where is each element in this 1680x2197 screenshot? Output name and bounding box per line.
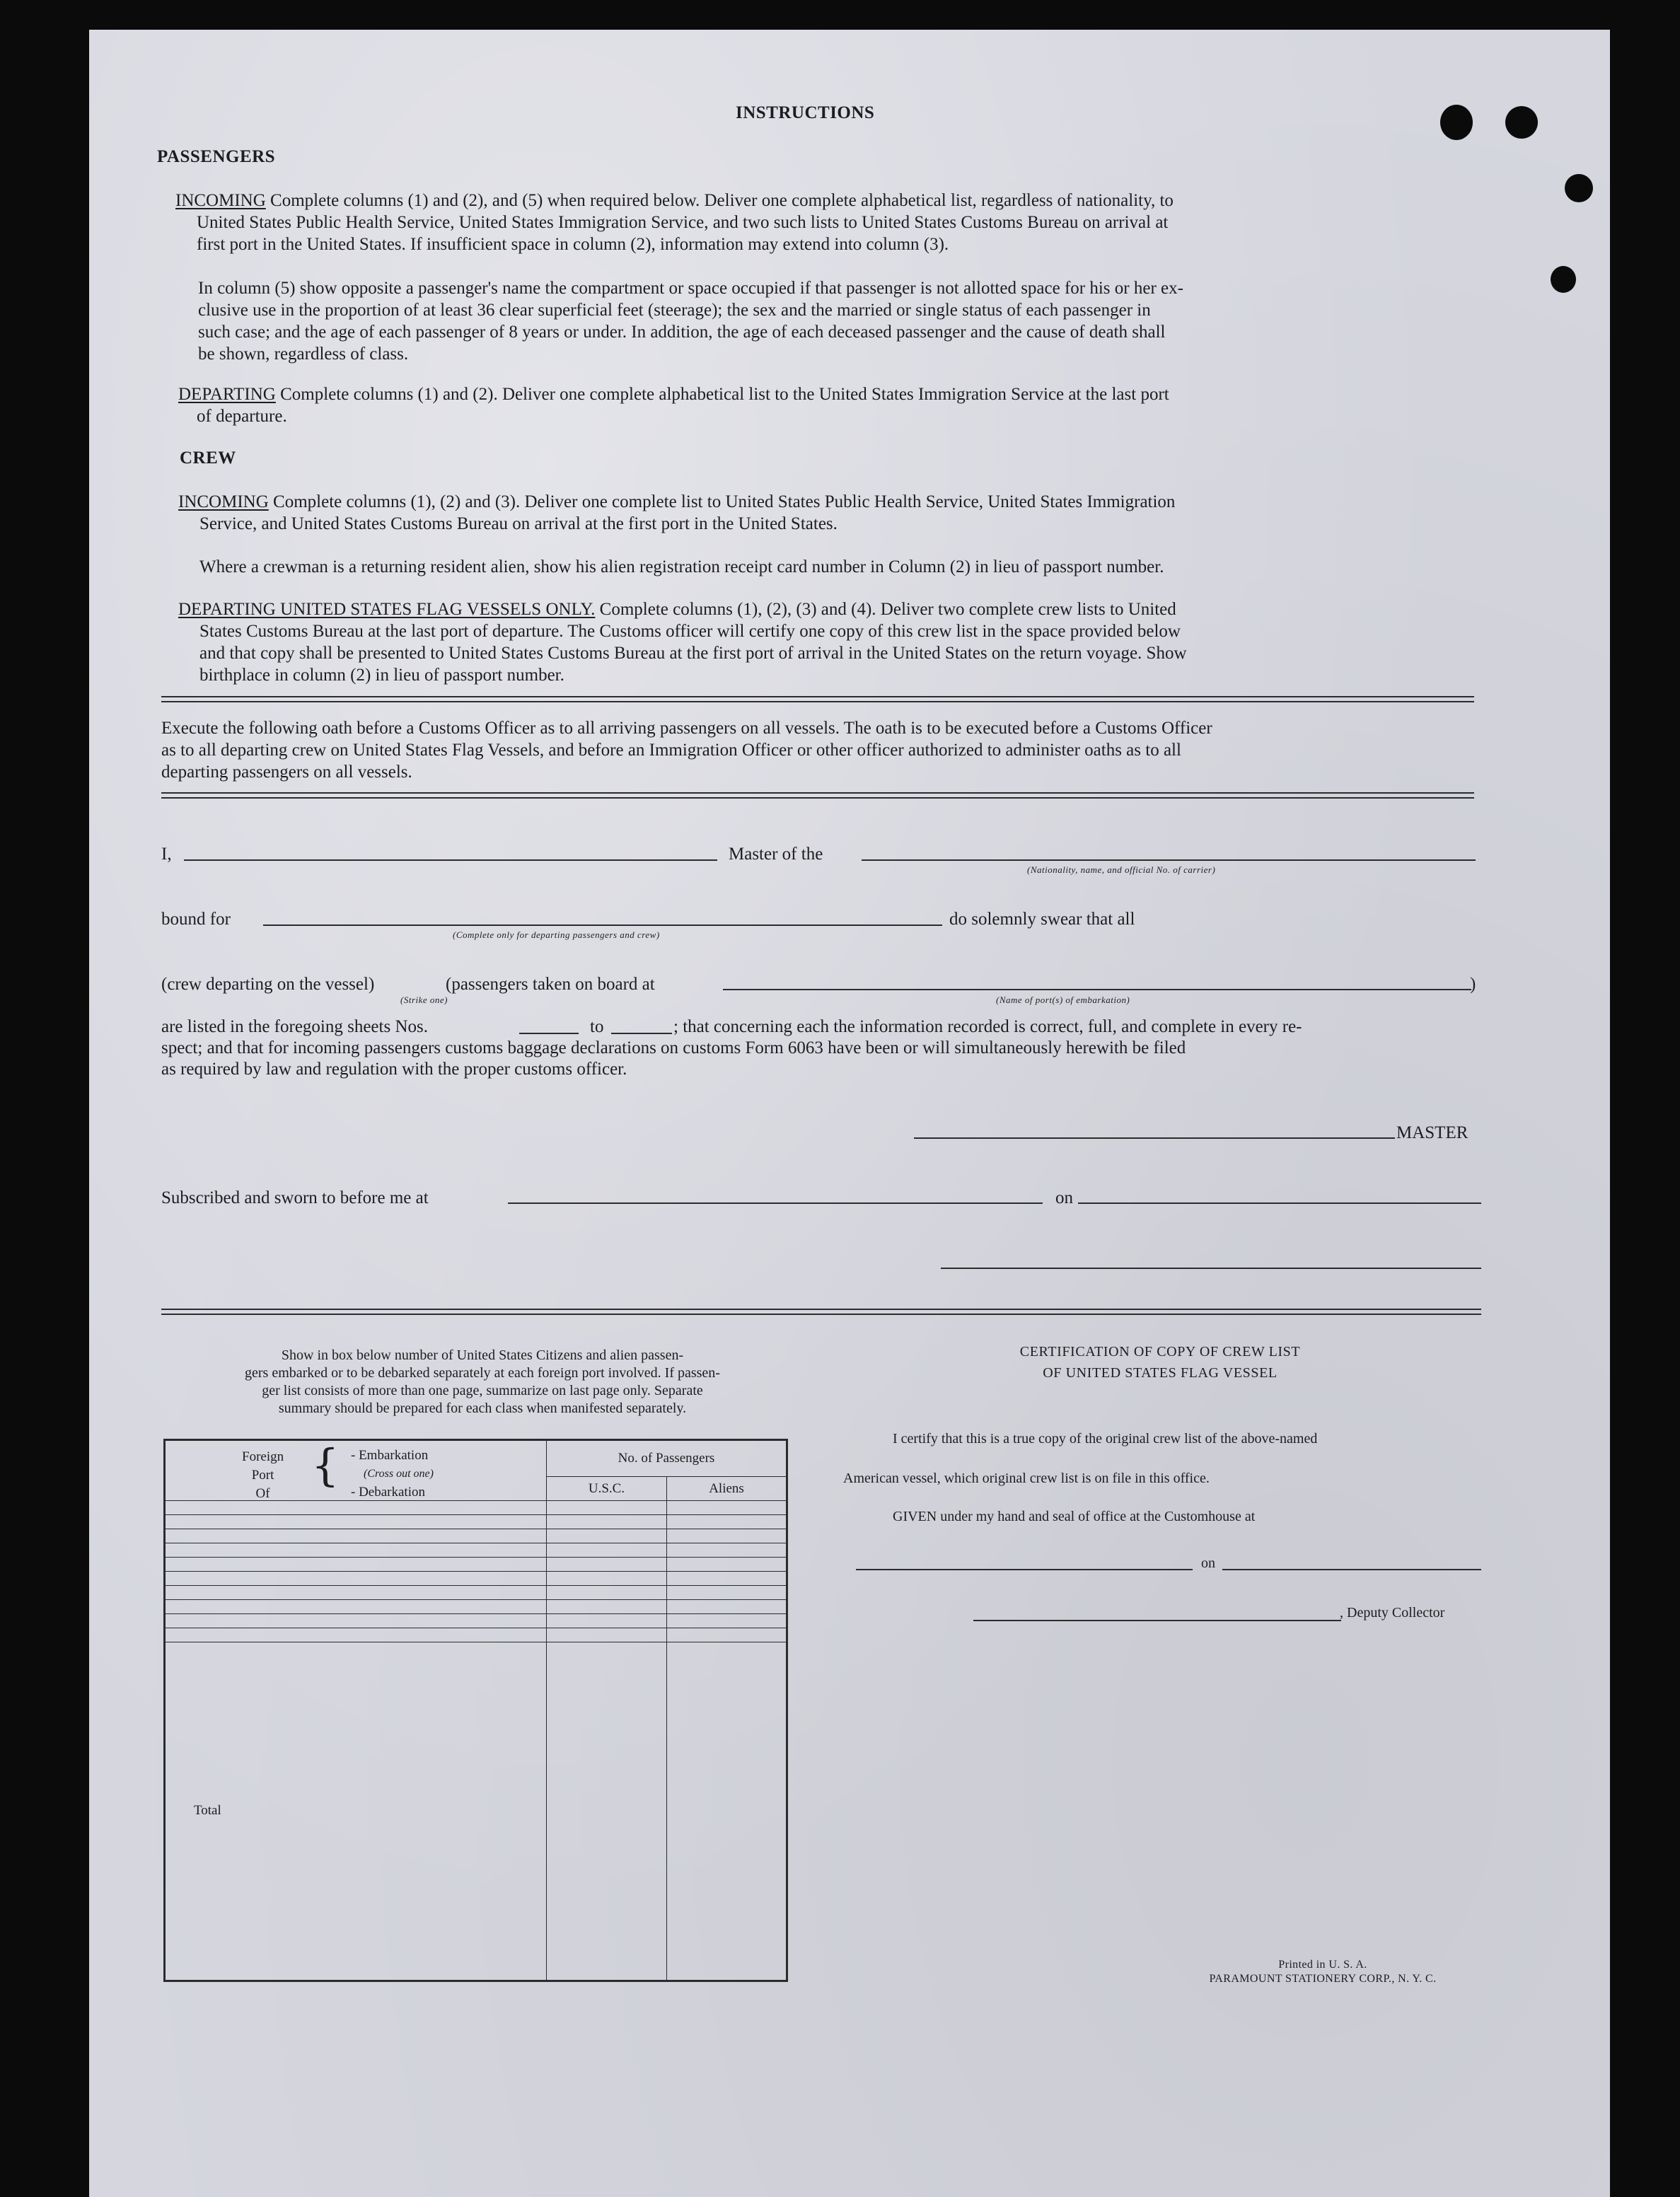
usc-cell[interactable] xyxy=(547,1543,667,1557)
cross-out-caption: (Cross out one) xyxy=(364,1468,434,1480)
debarkation-label: - Debarkation xyxy=(351,1485,425,1500)
foreign-port-header xyxy=(165,1440,547,1501)
table-header-row xyxy=(165,1440,787,1477)
master-label: MASTER xyxy=(1396,1123,1468,1142)
passengers-taken-option: (passengers taken on board at xyxy=(446,975,655,994)
passengers-incoming-label: INCOMING xyxy=(175,191,266,210)
certification-date-field[interactable] xyxy=(1222,1569,1481,1570)
oath-line: as required by law and regulation with the proper customs officer. xyxy=(161,1060,627,1079)
usc-cell[interactable] xyxy=(547,1585,667,1599)
usc-cell[interactable] xyxy=(547,1514,667,1529)
section-divider xyxy=(161,696,1474,697)
listed-sheets-to: to xyxy=(590,1017,604,1036)
bound-for-caption: (Complete only for departing passengers and crew) xyxy=(453,929,660,940)
certification-on-label: on xyxy=(1201,1555,1215,1571)
aliens-cell[interactable] xyxy=(667,1514,787,1529)
table-row xyxy=(165,1514,787,1529)
usc-cell[interactable] xyxy=(547,1529,667,1543)
port-cell[interactable] xyxy=(165,1599,547,1613)
certify-line: I certify that this is a true copy of the original crew list of the above-named xyxy=(893,1431,1318,1447)
aliens-cell[interactable] xyxy=(667,1628,787,1642)
crew-departing-line: and that copy shall be presented to United States Customs Bureau at the first port of arrival in the United States on the return voyage. Show xyxy=(199,644,1187,663)
table-row xyxy=(165,1613,787,1628)
port-cell[interactable] xyxy=(165,1613,547,1628)
section-divider xyxy=(161,792,1474,794)
crew-resident-paragraph: Where a crewman is a returning resident alien, show his alien registration receipt card number in Column (2) in lieu of passport number. xyxy=(199,557,1164,576)
summary-note-line: ger list consists of more than one page, summarize on last page only. Separate xyxy=(262,1383,703,1398)
summary-note-line: gers embarked or to be debarked separately at each foreign port involved. If passen- xyxy=(245,1365,720,1381)
certification-title-line: OF UNITED STATES FLAG VESSEL xyxy=(1043,1365,1278,1381)
of-label: Of xyxy=(255,1486,270,1501)
passengers-departing-line: Complete columns (1) and (2). Deliver one complete alphabetical list to the United States Immigration Service at the last port xyxy=(280,385,1169,404)
crew-departing-line: States Customs Bureau at the last port of departure. The Customs officer will certify one copy of this crew list in the space provided below xyxy=(199,622,1181,641)
punch-hole xyxy=(1440,105,1473,140)
officer-signature-field[interactable] xyxy=(941,1268,1481,1269)
port-cell[interactable] xyxy=(165,1571,547,1585)
port-cell[interactable] xyxy=(165,1529,547,1543)
column5-paragraph xyxy=(198,277,1454,365)
section-divider xyxy=(161,1309,1481,1310)
crew-incoming-line: Complete columns (1), (2) and (3). Deliver one complete list to United States Public Health Service, United States Immigration xyxy=(273,492,1176,511)
port-cell[interactable] xyxy=(165,1628,547,1642)
aliens-cell[interactable] xyxy=(667,1529,787,1543)
passengers-incoming-line: first port in the United States. If insufficient space in column (2), information may extend into column (3). xyxy=(197,235,949,254)
port-cell[interactable] xyxy=(165,1557,547,1571)
bound-for-label: bound for xyxy=(161,910,231,929)
punch-hole xyxy=(1505,106,1538,139)
aliens-cell[interactable] xyxy=(667,1571,787,1585)
port-cell[interactable] xyxy=(165,1514,547,1529)
passengers-departing-line: of departure. xyxy=(197,407,287,426)
aliens-cell[interactable] xyxy=(667,1501,787,1515)
deputy-collector-signature-field[interactable] xyxy=(973,1620,1341,1621)
passengers-departing-label: DEPARTING xyxy=(178,385,276,404)
certification-title-line: CERTIFICATION OF COPY OF CREW LIST xyxy=(1019,1344,1301,1360)
usc-cell[interactable] xyxy=(547,1628,667,1642)
aliens-cell[interactable] xyxy=(667,1557,787,1571)
usc-header: U.S.C. xyxy=(547,1477,667,1501)
close-paren: ) xyxy=(1470,975,1476,994)
summary-note-line: summary should be prepared for each class when manifested separately. xyxy=(278,1401,687,1416)
column5-line: be shown, regardless of class. xyxy=(198,344,409,364)
oath-intro-paragraph xyxy=(161,717,1477,783)
master-of-the-label: Master of the xyxy=(729,845,823,864)
subscribed-label: Subscribed and sworn to before me at xyxy=(161,1188,429,1207)
instructions-heading: INSTRUCTIONS xyxy=(736,103,875,122)
printed-in-usa: Printed in U. S. A. xyxy=(1278,1959,1367,1971)
carrier-field[interactable] xyxy=(862,859,1476,861)
bound-for-field[interactable] xyxy=(263,924,942,926)
subscribed-place-field[interactable] xyxy=(508,1202,1043,1204)
table-row xyxy=(165,1543,787,1557)
american-vessel-line: American vessel, which original crew list is on file in this office. xyxy=(843,1471,1210,1486)
port-label: Port xyxy=(251,1468,274,1483)
table-row xyxy=(165,1529,787,1543)
usc-cell[interactable] xyxy=(547,1571,667,1585)
summary-note-line: Show in box below number of United States Citizens and alien passen- xyxy=(281,1347,684,1363)
usc-cell[interactable] xyxy=(547,1501,667,1515)
printer-company: PARAMOUNT STATIONERY CORP., N. Y. C. xyxy=(1209,1973,1437,1985)
crew-incoming-label: INCOMING xyxy=(178,492,269,511)
summary-note xyxy=(164,1347,801,1418)
table-row xyxy=(165,1585,787,1599)
usc-total-cell[interactable] xyxy=(547,1642,667,1981)
aliens-cell[interactable] xyxy=(667,1585,787,1599)
crew-departing-option: (crew departing on the vessel) xyxy=(161,975,375,994)
table-row xyxy=(165,1599,787,1613)
no-passengers-header: No. of Passengers xyxy=(547,1440,787,1477)
sheet-to-field[interactable] xyxy=(611,1033,672,1034)
passengers-incoming-paragraph xyxy=(175,190,1456,255)
master-signature-field[interactable] xyxy=(914,1137,1395,1139)
embarkation-label: - Embarkation xyxy=(351,1448,429,1463)
column5-line: such case; and the age of each passenger of 8 years or under. In addition, the age of each deceased passenger and the cause of death shall xyxy=(198,323,1166,342)
table-row xyxy=(165,1571,787,1585)
aliens-cell[interactable] xyxy=(667,1599,787,1613)
crew-departing-line: birthplace in column (2) in lieu of passport number. xyxy=(199,666,564,685)
brace-icon: { xyxy=(311,1439,340,1491)
port-cell[interactable] xyxy=(165,1543,547,1557)
given-line: GIVEN under my hand and seal of office at the Customhouse at xyxy=(893,1509,1256,1524)
listed-sheets-a: are listed in the foregoing sheets Nos. xyxy=(161,1017,428,1036)
master-name-field[interactable] xyxy=(184,859,717,861)
crew-incoming-line: Service, and United States Customs Bureau on arrival at the first port in the United States. xyxy=(199,514,838,533)
embarkation-ports-field[interactable] xyxy=(723,989,1471,990)
oath-line: spect; and that for incoming passengers customs baggage declarations on customs Form 6063 have been or will simultaneously herewith be filed xyxy=(161,1038,1186,1057)
oath-intro-line: as to all departing crew on United States Flag Vessels, and before an Immigration Officer or other officer authorized to administer oaths as to all xyxy=(161,741,1181,760)
usc-cell[interactable] xyxy=(547,1613,667,1628)
port-cell[interactable] xyxy=(165,1585,547,1599)
passengers-departing-paragraph xyxy=(178,383,1459,427)
strike-one-caption: (Strike one) xyxy=(400,995,448,1005)
column5-line: clusive use in the proportion of at least 36 clear superficial feet (steerage); the sex and the married or single status of each passenger in xyxy=(198,301,1151,320)
port-cell[interactable] xyxy=(165,1501,547,1515)
total-label-cell xyxy=(165,1642,547,1981)
crew-heading: CREW xyxy=(180,448,236,468)
table-total-row xyxy=(165,1642,787,1981)
oath-i-label: I, xyxy=(161,845,172,864)
printer-imprint xyxy=(1160,1958,1485,1986)
crew-departing-paragraph xyxy=(178,598,1459,686)
table-row xyxy=(165,1557,787,1571)
crew-incoming-paragraph xyxy=(178,491,1459,535)
deputy-collector-label: , Deputy Collector xyxy=(1340,1605,1445,1621)
punch-hole xyxy=(1551,266,1576,293)
subscribed-date-field[interactable] xyxy=(1078,1202,1481,1204)
crew-departing-line: Complete columns (1), (2), (3) and (4). Deliver two complete crew lists to United xyxy=(599,600,1176,619)
passengers-incoming-line: United States Public Health Service, United States Immigration Service, and two such lists to United States Customs Bureau on arrival at xyxy=(197,213,1169,232)
customhouse-field[interactable] xyxy=(856,1569,1193,1570)
aliens-cell[interactable] xyxy=(667,1613,787,1628)
table-row xyxy=(165,1628,787,1642)
aliens-cell[interactable] xyxy=(667,1543,787,1557)
oath-intro-line: departing passengers on all vessels. xyxy=(161,763,412,782)
carrier-caption: (Nationality, name, and official No. of carrier) xyxy=(1027,864,1216,875)
aliens-header: Aliens xyxy=(667,1477,787,1501)
foreign-label: Foreign xyxy=(242,1449,284,1464)
punch-hole xyxy=(1565,174,1593,202)
listed-sheets-b: ; that concerning each the information recorded is correct, full, and complete in every re- xyxy=(673,1017,1302,1036)
column5-line: In column (5) show opposite a passenger's name the compartment or space occupied if that passenger is not allotted space for his or her ex- xyxy=(198,279,1183,298)
passenger-summary-table xyxy=(163,1439,788,1982)
sheet-from-field[interactable] xyxy=(519,1033,579,1034)
passengers-heading: PASSENGERS xyxy=(157,147,276,166)
subscribed-on-label: on xyxy=(1055,1188,1073,1207)
oath-intro-line: Execute the following oath before a Customs Officer as to all arriving passengers on all vessels. The oath is to be executed before a Customs Officer xyxy=(161,719,1212,738)
swear-label: do solemnly swear that all xyxy=(949,910,1135,929)
passengers-incoming-line: Complete columns (1) and (2), and (5) when required below. Deliver one complete alphabetical list, regardless of nationality, to xyxy=(270,191,1174,210)
crew-departing-label: DEPARTING UNITED STATES FLAG VESSELS ONLY. xyxy=(178,600,596,619)
certification-title xyxy=(913,1341,1408,1384)
total-label: Total xyxy=(194,1803,221,1819)
usc-cell[interactable] xyxy=(547,1599,667,1613)
ports-caption: (Name of port(s) of embarkation) xyxy=(996,995,1130,1005)
usc-cell[interactable] xyxy=(547,1557,667,1571)
aliens-total-cell[interactable] xyxy=(667,1642,787,1981)
